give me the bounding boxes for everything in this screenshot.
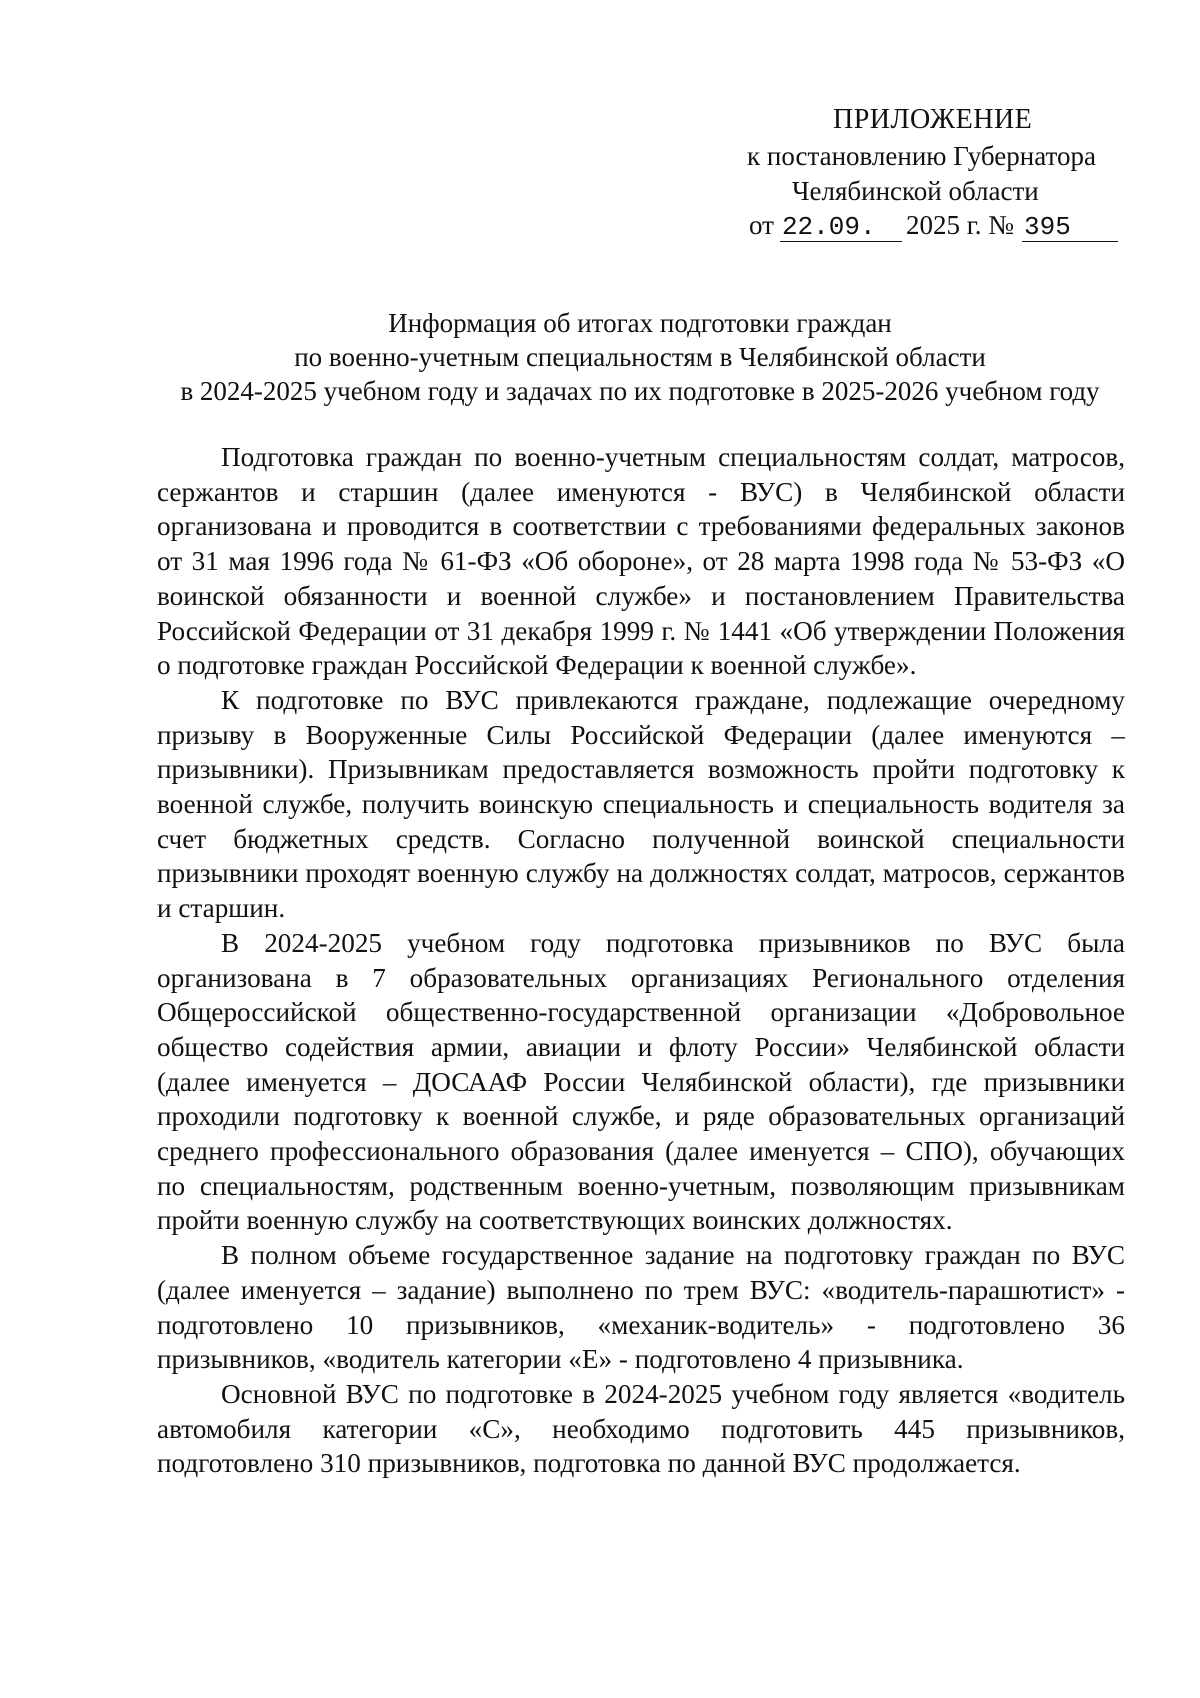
decree-date: 22.09. <box>780 213 902 242</box>
appendix-title: ПРИЛОЖЕНИЕ <box>833 104 1033 135</box>
appendix-region-line: Челябинской области <box>792 176 1039 206</box>
paragraph-task-completed: В полном объеме государственное задание на подготовку граждан по ВУС (далее именуется – задание) выполнено по трем ВУС: «водитель-парашютист» - подготовлено 10 призывников, «механик-водитель» - подготовлено 36 призывников, «водитель категории «Е» - подготовлено 4 призывника. <box>157 1240 1125 1375</box>
appendix-decree-line: к постановлению Губернатора <box>747 141 1096 171</box>
paragraph-conscripts: К подготовке по ВУС привлекаются граждане, подлежащие очередному призыву в Вооруженные Силы Российской Федерации (далее именуются – призывники). Призывникам предоставляется возможность пройти подготовку к военной службе, получить воинскую специальность и специальность водителя за счет бюджетных средств. Согласно полученной воинской специальности призывники проходят военную службу на должностях солдат, матросов, сержантов и старшин. <box>157 684 1125 924</box>
paragraph-legal-basis: Подготовка граждан по военно-учетным специальностям солдат, матросов, сержантов и старшин (далее именуются - ВУС) в Челябинской области организована и проводится в соответствии с требованиями федеральных законов от 31 мая 1996 года № 61-ФЗ «Об обороне», от 28 марта 1998 года № 53-ФЗ «О воинской обязанности и военной службе» и постановлением Правительства Российской Федерации от 31 декабря 1999 г. № 1441 «Об утверждении Положения о подготовке граждан Российской Федерации к военной службе». <box>157 442 1125 681</box>
appendix-date-line <box>749 209 1118 242</box>
year-number-label: 2025 г. № <box>905 210 1014 240</box>
document-heading-line-3: в 2024-2025 учебном году и задачах по их подготовке в 2025-2026 учебном году <box>180 376 1100 406</box>
decree-number: 395 <box>1022 213 1118 242</box>
paragraph-organizations: В 2024-2025 учебном году подготовка призывников по ВУС была организована в 7 образовательных организациях Регионального отделения Общероссийской общественно-государственной организации «Добровольное общество содействия армии, авиации и флоту России» Челябинской области (далее именуется – ДОСААФ России Челябинской области), где призывники проходили подготовку к военной службе, и ряде образовательных организаций среднего профессионального образования (далее именуется – СПО), обучающих по специальностям, родственным военно-учетным, позволяющим призывникам пройти военную службу на соответствующих воинских должностях. <box>157 927 1125 1236</box>
paragraph-main-specialty: Основной ВУС по подготовке в 2024-2025 учебном году является «водитель автомобиля категории «С», необходимо подготовить 445 призывников, подготовлено 310 призывников, подготовка по данной ВУС продолжается. <box>157 1378 1125 1479</box>
document-body <box>157 440 1125 1481</box>
document-heading-line-1: Информация об итогах подготовки граждан <box>388 308 892 338</box>
document-heading-line-2: по военно-учетным специальностям в Челябинской области <box>294 342 986 372</box>
date-prefix: от <box>749 210 774 240</box>
